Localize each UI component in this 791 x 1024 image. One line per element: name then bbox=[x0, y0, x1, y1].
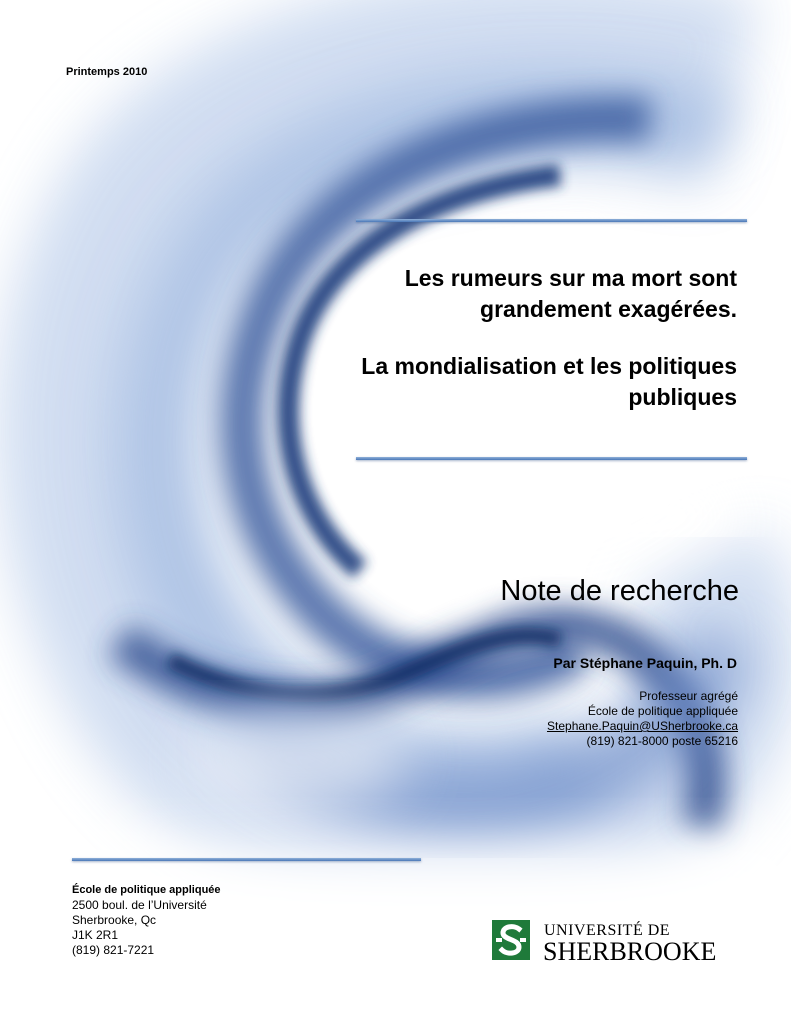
document-type: Note de recherche bbox=[500, 575, 739, 607]
document-title bbox=[277, 263, 737, 413]
school-address bbox=[72, 883, 221, 958]
author-contact bbox=[547, 689, 738, 749]
logo-text-line-1: UNIVERSITÉ DE bbox=[544, 922, 671, 939]
subtitle-line-2: publiques bbox=[628, 384, 737, 410]
address-street: 2500 boul. de l’Université bbox=[72, 898, 207, 912]
address-phone: (819) 821-7221 bbox=[72, 943, 155, 957]
author-byline: Par Stéphane Paquin, Ph. D bbox=[553, 655, 737, 671]
title-top-rule bbox=[356, 219, 747, 222]
title-line-1: Les rumeurs sur ma mort sont bbox=[404, 265, 737, 291]
university-s-emblem-icon bbox=[492, 920, 530, 960]
title-line-2: grandement exagérées. bbox=[480, 296, 737, 322]
address-city: Sherbrooke, Qc bbox=[72, 913, 157, 927]
address-postal-code: J1K 2R1 bbox=[72, 928, 119, 942]
author-school: École de politique appliquée bbox=[587, 704, 738, 718]
address-school-name: École de politique appliquée bbox=[72, 884, 221, 896]
title-bottom-rule bbox=[356, 457, 747, 460]
author-phone: (819) 821-8000 poste 65216 bbox=[586, 734, 738, 748]
subtitle-line-1: La mondialisation et les politiques bbox=[361, 353, 737, 379]
author-position: Professeur agrégé bbox=[639, 689, 738, 703]
publication-season: Printemps 2010 bbox=[66, 66, 148, 78]
address-top-rule bbox=[72, 858, 421, 861]
logo-text-line-2: SHERBROOKE bbox=[543, 937, 717, 966]
university-logo bbox=[492, 920, 752, 970]
author-email-link[interactable]: Stephane.Paquin@USherbrooke.ca bbox=[547, 719, 738, 733]
